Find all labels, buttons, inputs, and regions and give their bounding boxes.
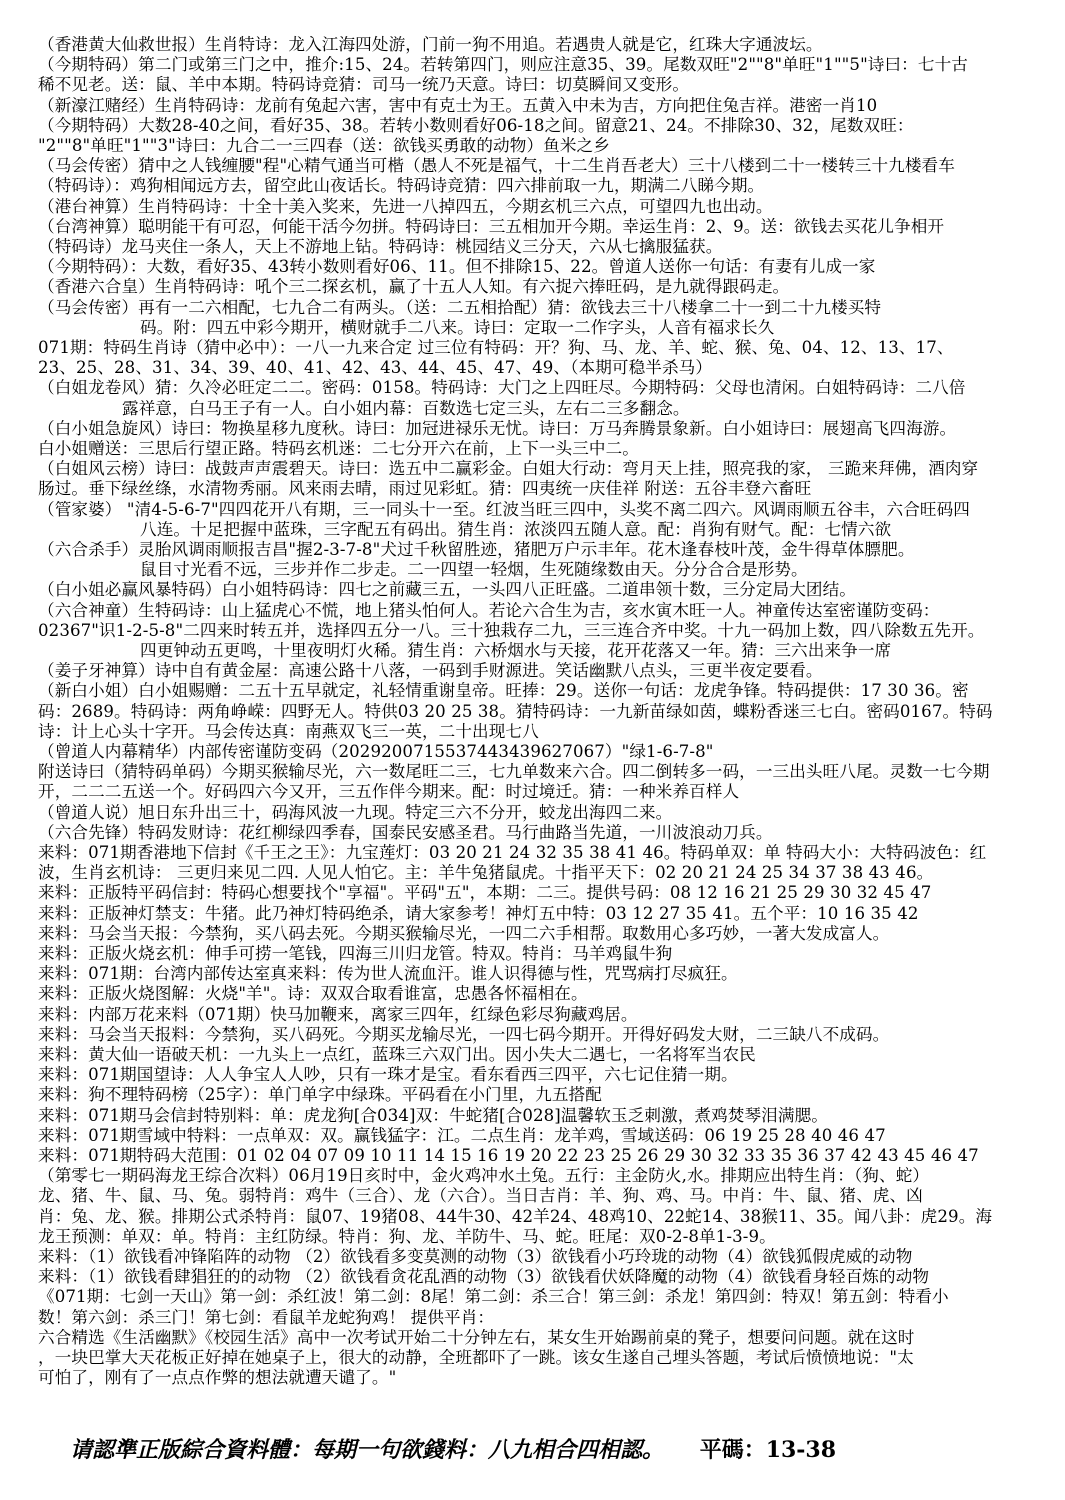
text-line: 来料：071期马会信封特别料：单：虎龙狗[合034]双：牛蛇猪[合028]温馨软玉乏刺激，煮鸡焚琴泪满腮。	[38, 1105, 828, 1125]
text-line: 来料：正版火烧图解：火烧"羊"。诗：双双合取看谁富，忠愚各怀福相在。	[38, 984, 588, 1004]
text-line: （今期特码）大数28-40之间，看好35、38。若转小数则看好06-18之间。留意21、24。不排除30、32，尾数双旺：	[38, 115, 914, 135]
text-line: 来料：（1）欲钱看肆猖狂的的动物 （2）欲钱看贪花乱酒的动物（3）欲钱看伏妖降魔的动物（4）欲钱看身轻百炼的动物	[38, 1267, 930, 1287]
text-line: （六合先锋）特码发财诗：花红柳绿四季春，国泰民安感圣君。马行曲路当先道，一川波浪动刀兵。	[38, 822, 773, 842]
text-line: 来料：内部万花来料（071期）快马加鞭来，离家三四年，红绿色彩尽狗藏鸡居。	[38, 1004, 638, 1024]
text-line: （今期特码）：大数，看好35、43转小数则看好06、11。但不排除15、22。曾道人送你一句话：有妻有儿成一家	[38, 257, 876, 277]
text-line: 来料：（1）欲钱看冲锋陷阵的动物 （2）欲钱看多变莫测的动物（3）欲钱看小巧玲珑的动物（4）欲钱狐假虎威的动物	[38, 1247, 913, 1266]
text-line: （马会传密）猜中之人钱缠腰"程"心精气通当可楷（愚人不死是福气，十二生肖吾老大）三十八楼到二十一楼转三十九楼看车	[38, 156, 955, 176]
text-line: 龙王预测：单双：单。特肖：主红防绿。特肖：狗、龙、羊防牛、马、蛇。旺尾：双0-2-8单1-3-9。	[38, 1226, 776, 1246]
text-line: （白姐风云榜）诗曰：战鼓声声震碧天。诗曰：选五中二赢彩金。白姐大行动：弯月天上挂，照亮我的家， 三跪来拜佛，酒肉穿	[38, 459, 979, 479]
text-line: （曾道人内幕精华）内部传密谨防变码（2029200715537443439627067）"绿1-6-7-8"	[38, 742, 714, 761]
footer-banner	[70, 1435, 1030, 1465]
text-line: （马会传密）再有一二六相配，七九合二有两头。（送：二五相拾配）猜：欲钱去三十八楼拿二十一到二十九楼买特	[38, 297, 882, 317]
text-line: 开，二二二五送一个。好码四六今又开，三五作伴今期来。配：时过境迁。猜：一种米养百样人	[38, 782, 740, 802]
text-line: 来料：071期雪域中特料：一点单双：双。赢钱猛字：江。二点生肖：龙羊鸡，雪域送码：06 19 25 28 40 46 47	[38, 1125, 886, 1145]
text-line: 可怕了，刚有了一点点作弊的想法就遭天谴了。"	[38, 1368, 397, 1388]
text-line: （今期特码）第二门或第三门之中，推介:15、24。若转第四门，则应注意35、39。尾数双旺"2""8"单旺"1""5"诗曰：七十古	[38, 55, 968, 75]
text-line: 来料：071期特码大范围：01 02 04 07 09 10 11 14 15 16 19 20 22 23 25 26 29 30 32 33 35 36 37 42 43 45 46 47	[38, 1146, 979, 1165]
text-line: （白姐龙卷风）猜：久冷必旺定二二。密码：0158。特码诗：大门之上四旺尽。今期特码：父母也清闲。白姐特码诗：二八倍	[38, 378, 966, 398]
text-line: 诗：计上心头十字开。马会传达真：南燕双飞三一英，二十出现七八	[38, 721, 539, 741]
text-line: （港台神算）生肖特码诗：十全十美入奖来，先进一八掉四五，今期玄机三六点，可望四九也出动。	[38, 196, 773, 216]
text-line: 来料：黄大仙一语破天机：一九头上一点红，蓝珠三六双门出。因小失大二遇七，一名将军当农民	[38, 1045, 756, 1064]
footer-pingma: 平碼：13-38	[699, 1437, 837, 1463]
text-line: 八连。十足把握中蓝珠，三字配五有码出。猜生肖：浓淡四五随人意。配：肖狗有财气。配：七情六欲	[140, 519, 892, 539]
text-line: 来料：狗不理特码榜（25字）：单门单字中绿珠。平码看在小门里，九五搭配	[38, 1085, 602, 1105]
text-line: 码：2689。特码诗：两角峥嵘：四野无人。特供03 20 25 38。猜特码诗：一九新苗绿如茵，蝶粉香迷三七白。密码0167。特码	[38, 701, 993, 721]
text-line: 来料：正版火烧玄机：伸手可捞一笔钱，四海三川归龙管。特双。特肖：马羊鸡鼠牛狗	[38, 944, 673, 963]
text-line: 02367"识1-2-5-8"二四来时转五并，选择四五分一八。三十独栽存二九，三三连合齐中奖。十九一码加上数，四八除数五先开。	[38, 620, 985, 640]
text-line: 龙、猪、牛、鼠、马、兔。弱特肖：鸡牛（三合）、龙（六合）。当日吉肖：羊、狗、鸡、马。中肖：牛、鼠、猪、虎、凶	[38, 1186, 923, 1206]
text-line: 来料：071期香港地下信封《千王之王》：九宝莲灯：03 20 21 24 32 35 38 41 46。特码单双：单 特码大小：大特码波色：红	[38, 843, 987, 862]
text-line: 来料：正版特平码信封：特码心想要找个"享福"。平码"五"，本期：二三。提供号码：08 12 16 21 25 29 30 32 45 47	[38, 883, 932, 903]
text-line: 来料：马会当天报料：今禁狗，买八码死。今期买龙输尽光，一四七码今期开。开得好码发大财，二三缺八不成码。	[38, 1024, 890, 1044]
text-line: 鼠目寸光看不远，三步并作二步走。二一四望一轻烟，生死随缘数由天。分分合合是形势。	[140, 560, 808, 580]
text-line: 《071期：七剑一天山》第一剑：杀红波！第二剑：8尾！第二剑：杀三合！第三剑：杀龙！第四剑：特双！第五剑：特看小	[38, 1287, 949, 1307]
text-line: （台湾神算）聪明能干有可忍，何能干活今勿拼。特码诗曰：三五相加开今期。幸运生肖：2、9。送：欲钱去买花儿争相开	[38, 216, 945, 236]
text-line: 数！第六剑：杀三门！第七剑：看鼠羊龙蛇狗鸡！ 提供平肖：	[38, 1307, 495, 1327]
footer-text: 请認準正版綜合資料體：每期一句欲錢料：八九相合四相認。	[70, 1437, 665, 1463]
text-line: （新濠江赌经）生肖特码诗：龙前有兔起六害，害中有克士为王。五黄入中未为吉，方向把住兔吉祥。港密一肖10	[38, 95, 878, 115]
text-line: 波，生肖玄机诗： 三更归来见二四. 人见人怕它。主：羊牛兔猪鼠虎。十指平天下：02 20 21 24 25 34 37 38 43 46。	[38, 863, 934, 883]
text-line: 白小姐赠送：三思后行望正路。特码玄机迷：二七分开六在前，上下一头三中二。	[38, 439, 639, 458]
text-line: "2""8"单旺"1""3"诗曰：九合二一三四春（送：欲钱买勇敢的动物）鱼米之乡	[38, 136, 610, 155]
text-line: （新白小姐）白小姐赐赠：二五十五早就定，礼轻情重谢皇帝。旺捧：29。送你一句话：龙虎争锋。特码提供：17 30 36。密	[38, 681, 969, 701]
text-line: （六合杀手）灵胎风调雨顺报吉昌"握2-3-7-8"犬过千秋留胜迹，猪肥万户示丰年。花木逢春枝叶茂，金牛得草体膘肥。	[38, 540, 915, 559]
text-line: 071期：特码生肖诗（猜中必中）：一八一九来合定 过三位有特码：开？狗、马、龙、羊、蛇、猴、兔、04、12、13、17、	[38, 338, 954, 357]
text-line: 肖：兔、龙、猴。排期公式杀特肖：鼠07、19猪08、44牛30、42羊24、48鸡10、22蛇14、38猴11、35。闻八卦：虎29。海	[38, 1206, 993, 1226]
text-line: （特码诗）：鸡狗相闻远方去，留空此山夜话长。特码诗竞猜：四六排前取一九，期满二八睇今期。	[38, 176, 765, 196]
text-line: 码。附：四五中彩今期开，横财就手二八来。诗曰：定取一二作字头，人音有福求长久	[140, 317, 775, 337]
text-line: （白小姐急旋风）诗曰：物换星移九度秋。诗曰：加冠进禄乐无忧。诗曰：万马奔腾景象新。白小姐诗曰：展翅高飞四海游。	[38, 418, 957, 438]
text-line: 四更钟动五更鸣，十里夜明灯火稀。猜生肖：六桥烟水与天接，花开花落又一年。猜：三六出来争一席	[140, 641, 892, 660]
text-line: 来料：马会当天报：今禁狗，买八码去死。今期买猴输尽光，一四二六手相帮。取数用心多巧妙，一著大发成富人。	[38, 923, 890, 943]
text-line: （白小姐必赢风暴特码）白小姐特码诗：四七之前藏三五，一头四八正旺盛。二道串领十数，三分定局大团结。	[38, 580, 856, 600]
text-line: 来料：正版神灯禁支：牛猪。此乃神灯特码绝杀，请大家参考！神灯五中特：03 12 27 35 41。五个平：10 16 35 42	[38, 903, 919, 923]
text-line: （第零七一期码海龙王综合次料）06月19日亥时中，金火鸡冲水土兔。五行：主金防火,水。排期应出特生肖：（狗、蛇）	[38, 1166, 930, 1186]
text-line: 附送诗曰（猜特码单码）今期买猴输尽光，六一数尾旺二三，七九单数来六合。四二倒转多一码，一三出头旺八尾。灵数一七今期	[38, 762, 990, 782]
text-line: （管家婆） "清4-5-6-7"四四花开八有期，三一同头十一至。红波当旺三四中，头奖不离二四六。风调雨顺五谷丰，六合旺码四	[38, 499, 970, 519]
text-line: （香港黄大仙救世报）生肖特诗：龙入江海四处游，门前一狗不用追。若遇贵人就是它，红珠大字通波坛。	[38, 35, 823, 54]
text-line: 稀不见老。送：鼠、羊中本期。特码诗竞猜：司马一统乃天意。诗曰：切莫瞬间又变形。	[38, 75, 690, 95]
text-line: 来料：071期国望诗：人人争宝人人吵，只有一珠才是宝。看东看西三四平，六七记住猜一期。	[38, 1065, 738, 1085]
text-line: 六合精选《生活幽默》《校园生活》高中一次考试开始二十分钟左右，某女生开始踢前桌的凳子，想要问问题。就在这时	[38, 1327, 915, 1347]
text-line: （香港六合皇）生肖特码诗：吼个三二探玄机，赢了十五人人知。有六捉六捧旺码，是九就得跟码走。	[38, 277, 790, 297]
text-line: （特码诗）龙马夹住一条人，天上不游地上钻。特码诗：桃园结义三分天，六从七擒服猛获。	[38, 237, 723, 256]
text-line: 23、25、28、31、34、39、40、41、42、43、44、45、47、49、（本期可稳半杀马）	[38, 358, 713, 378]
text-line: （姜子牙神算）诗中自有黄金屋：高速公路十八落，一码到手财源进。笑话幽默八点头，三更半夜定要看。	[38, 661, 823, 681]
text-line: 肠过。垂下绿丝绦，水清物秀丽。风来雨去晴，雨过见彩虹。猜：四夷统一庆佳祥 附送：五谷丰登六畜旺	[38, 479, 812, 499]
text-line: 露祥意，白马王子有一人。白小姐内幕：百数选七定三头，左右二三多翻念。	[122, 398, 690, 418]
text-line: （曾道人说）旭日东升出三十，码海风波一九现。特定三六不分开，蛟龙出海四二来。	[38, 802, 673, 822]
text-line: ，一块巴掌大天花板正好掉在她桌子上，很大的动静，全班都吓了一跳。该女生遂自己埋头答题，考试后愤愤地说："太	[38, 1348, 914, 1367]
text-line: （六合神童）生特码诗：山上猛虎心不慌，地上猪头怕何人。若论六合生为吉，亥水寅木旺一人。神童传达室密谨防变码：	[38, 600, 940, 620]
text-line: 来料：071期：台湾内部传达室真来料：传为世人流血汗。谁人识得德与性，咒骂病打尽疯狂。	[38, 964, 738, 984]
